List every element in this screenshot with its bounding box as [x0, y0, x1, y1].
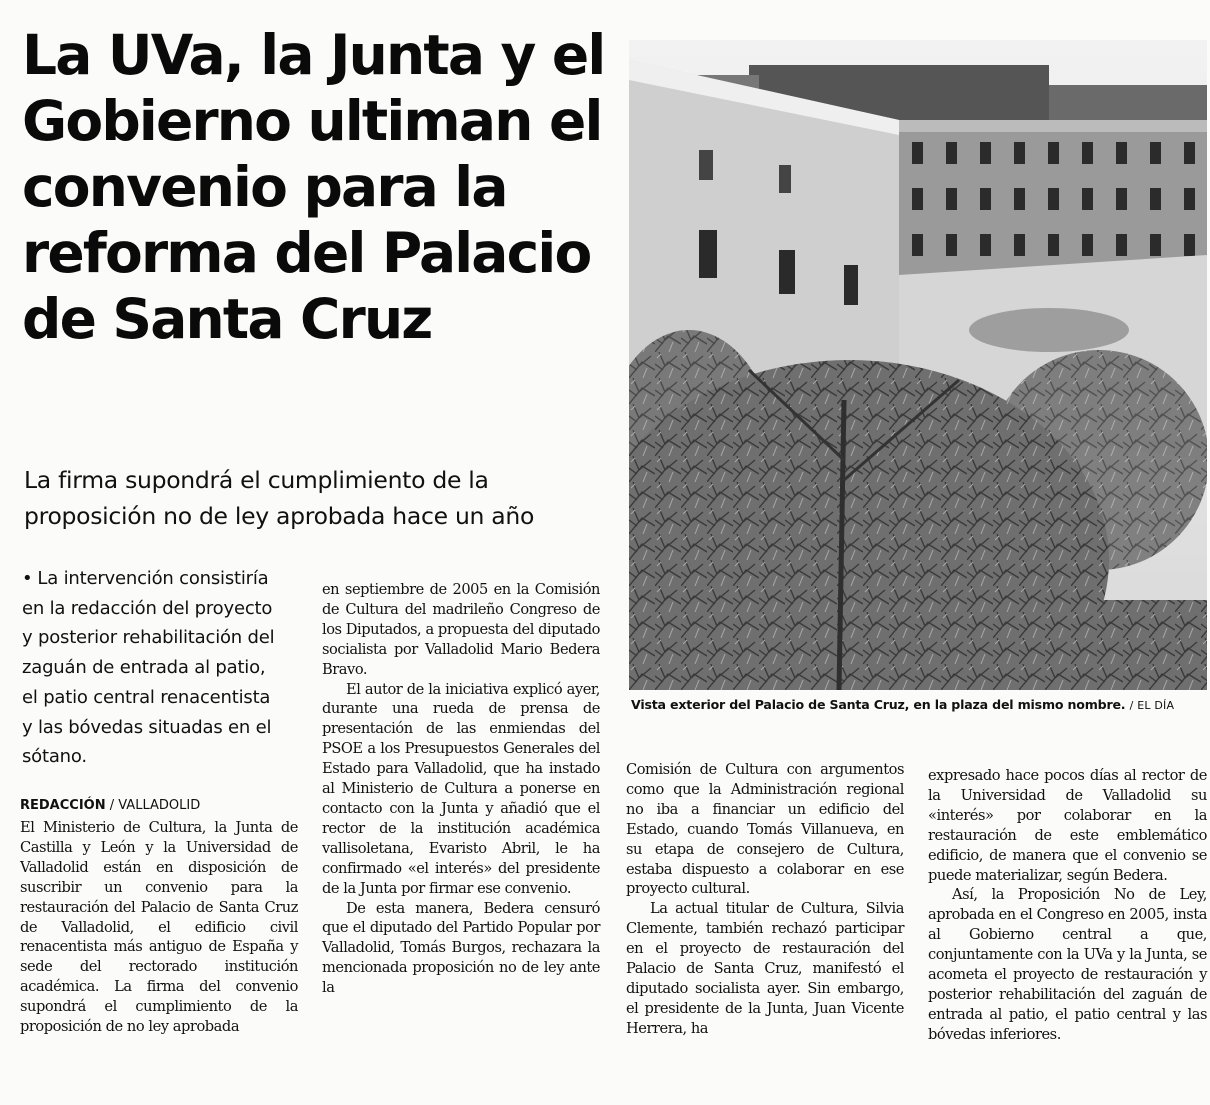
body-paragraph: La actual titular de Cultura, Silvia Clemente, también rechazó participar en el proyecto de restauración del Palacio de Santa Cruz, manifestó el diputado socialista ayer. Sin embargo, el presidente de la Junta, Juan Vicente Herrera, ha — [626, 900, 904, 1037]
body-column-4 — [928, 766, 1207, 1045]
body-paragraph: El Ministerio de Cultura, la Junta de Castilla y León y la Universidad de Valladolid están en disposición de suscribir un convenio para la restauración del Palacio de Santa Cruz de Valladolid, el edificio civil renacentista más antiguo de España y sede del rectorado institución académica. La firma del convenio supondrá el cumplimiento de la proposición de no ley aprobada — [20, 819, 298, 1036]
byline-source: REDACCIÓN — [20, 798, 106, 813]
palace-photo-image — [629, 40, 1207, 690]
photo-caption-text: Vista exterior del Palacio de Santa Cruz, en la plaza del mismo nombre. — [631, 697, 1126, 712]
facade-window — [699, 230, 717, 278]
body-paragraph: Así, la Proposición No de Ley, aprobada en el Congreso en 2005, insta al Gobierno central a que, conjuntamente con la UVa y la Junta, se acometa el proyecto de restauración y posterior rehabilitación del zaguán de entrada al patio, el patio central y las bóvedas inferiores. — [928, 886, 1207, 1043]
summary-bullet-text: La intervención consistiría en la redacción del proyecto y posterior rehabilitación del zaguán de entrada al patio, el patio central renacentista y las bóvedas situadas en el sótano. — [22, 568, 275, 768]
byline-place: VALLADOLID — [118, 798, 201, 813]
photo-caption — [631, 696, 1207, 715]
facade-window — [779, 165, 791, 193]
summary-bullet — [22, 564, 284, 772]
facade-window — [779, 250, 795, 294]
body-paragraph: De esta manera, Bedera censuró que el diputado del Partido Popular por Valladolid, Tomás Burgos, rechazara la mencionada proposición no de ley ante la — [322, 899, 600, 997]
byline-separator: / — [105, 798, 119, 813]
body-paragraph: expresado hace pocos días al rector de la Universidad de Valladolid su «interés» por colaborar en la restauración de este emblemático edificio, de manera que el convenio se puede materializar, según Bedera. — [928, 767, 1207, 884]
headline: La UVa, la Junta y el Gobierno ultiman el convenio para la reforma del Palacio de Santa Cruz — [22, 23, 605, 351]
bullet-marker: • — [22, 568, 33, 589]
byline — [20, 797, 310, 815]
body-column-1 — [20, 818, 298, 1037]
body-paragraph: Comisión de Cultura con argumentos como que la Administración regional no iba a financiar un edificio del Estado, cuando Tomás Villanueva, en su etapa de consejero de Cultura, estaba dispuesto a colaborar en ese proyecto cultural. — [626, 761, 904, 898]
body-column-3 — [626, 760, 904, 1039]
subheadline: La firma supondrá el cumplimiento de la proposición no de ley aprobada hace un año — [24, 466, 535, 530]
news-photo — [629, 40, 1207, 690]
facade-window — [699, 150, 713, 180]
photo-credit: / EL DÍA — [1129, 699, 1175, 712]
facade-window — [844, 265, 858, 305]
body-paragraph: en septiembre de 2005 en la Comisión de Cultura del madrileño Congreso de los Diputados, a propuesta del diputado socialista por Valladolid Mario Bedera Bravo. — [322, 581, 600, 678]
body-column-2 — [322, 580, 600, 998]
body-paragraph: El autor de la iniciativa explicó ayer, durante una rueda de prensa de presentación de las enmiendas del PSOE a los Presupuestos Generales del Estado para Valladolid, que ha instado al Ministerio de Cultura a ponerse en contacto con la Junta y añadió que el rector de la institución académica vallisoletana, Evaristo Abril, le ha confirmado «el interés» del presidente de la Junta por firmar ese convenio. — [322, 680, 600, 897]
